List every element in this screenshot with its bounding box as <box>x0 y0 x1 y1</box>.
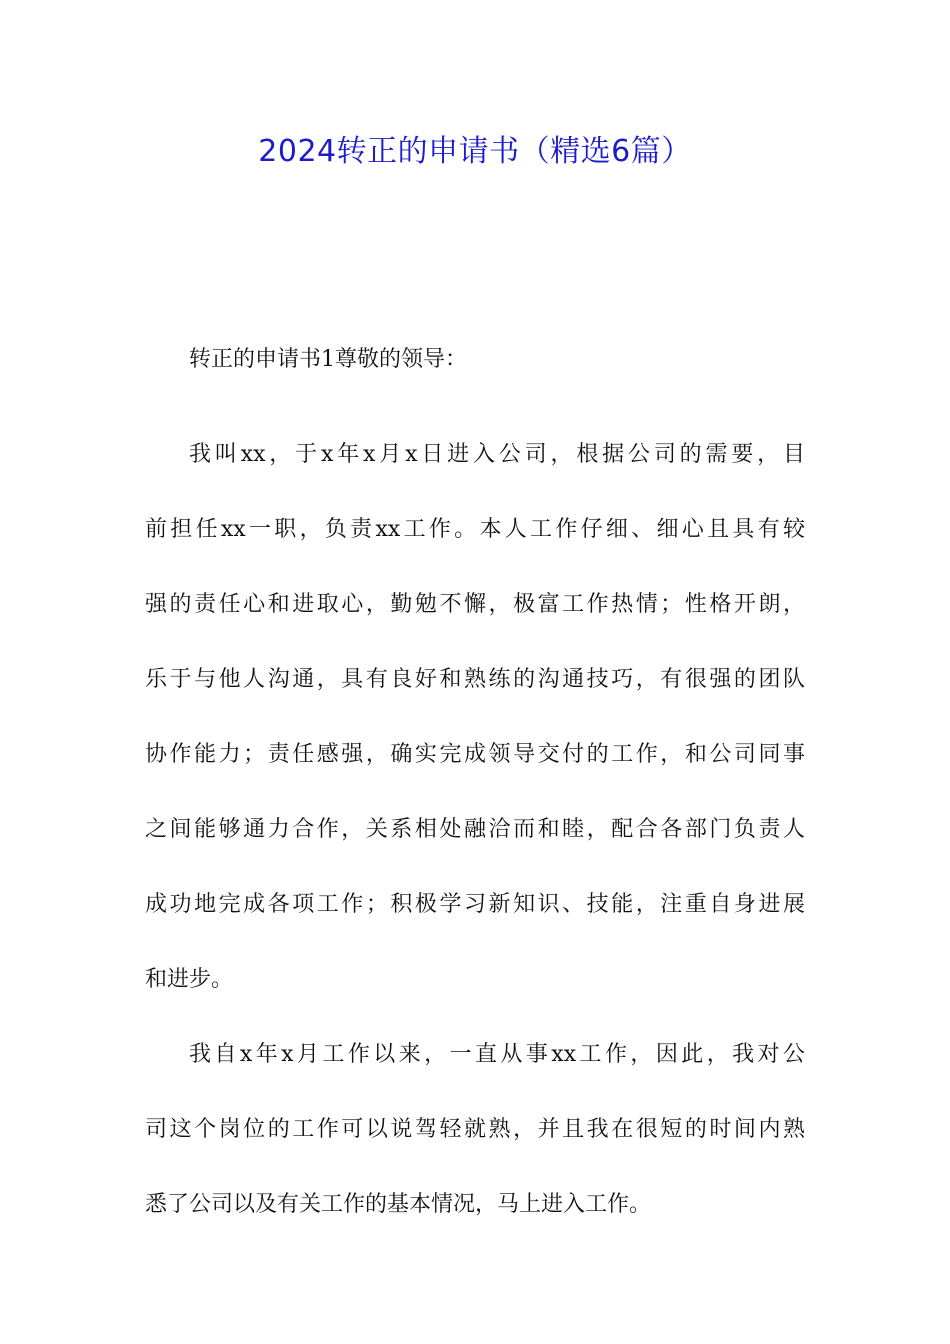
paragraph-2 <box>145 1017 805 1242</box>
paragraph-2-line-2: 司这个岗位的工作可以说驾轻就熟，并且我在很短的时间内熟 <box>145 1117 805 1142</box>
paragraph-1-line-4: 乐于与他人沟通，具有良好和熟练的沟通技巧，有很强的团队 <box>145 667 805 692</box>
paragraph-1-line-5: 协作能力；责任感强，确实完成领导交付的工作，和公司同事 <box>145 742 805 767</box>
paragraph-1-line-1: 我叫xx，于x年x月x日进入公司，根据公司的需要，目 <box>189 442 805 467</box>
paragraph-1-line-6: 之间能够通力合作，关系相处融洽而和睦，配合各部门负责人 <box>145 817 805 842</box>
paragraph-1-line-3: 强的责任心和进取心，勤勉不懈，极富工作热情；性格开朗， <box>145 592 805 617</box>
paragraph-1 <box>145 417 805 1017</box>
paragraph-1-line-2: 前担任xx一职，负责xx工作。本人工作仔细、细心且具有较 <box>145 517 805 542</box>
document-title: 2024转正的申请书（精选6篇） <box>258 134 692 169</box>
paragraph-2-line-3: 悉了公司以及有关工作的基本情况，马上进入工作。 <box>145 1192 652 1217</box>
paragraph-1-line-7: 成功地完成各项工作；积极学习新知识、技能，注重自身进展 <box>145 892 805 917</box>
paragraph-1-line-8: 和进步。 <box>145 967 234 992</box>
paragraph-2-line-1: 我自x年x月工作以来，一直从事xx工作，因此，我对公 <box>189 1042 805 1067</box>
greeting-line: 转正的申请书1尊敬的领导： <box>189 347 467 372</box>
